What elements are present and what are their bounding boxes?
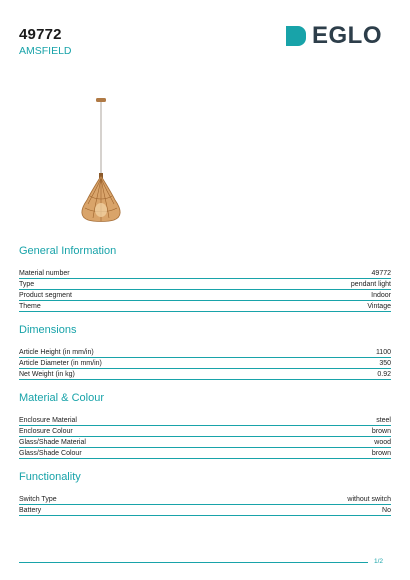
row-label: Material number	[19, 270, 70, 277]
row-value: wood	[374, 439, 391, 446]
material-table	[19, 415, 391, 459]
table-row	[19, 437, 391, 448]
row-value: No	[382, 507, 391, 514]
table-row	[19, 426, 391, 437]
footer-divider	[19, 562, 368, 563]
row-value: 0.92	[377, 371, 391, 378]
row-value: 49772	[371, 270, 391, 277]
table-row	[19, 448, 391, 459]
table-row	[19, 358, 391, 369]
row-value: Indoor	[371, 292, 391, 299]
logo-mark-icon	[286, 26, 306, 46]
table-row	[19, 347, 391, 358]
row-label: Theme	[19, 303, 41, 310]
article-number: 49772	[19, 26, 62, 43]
row-label: Product segment	[19, 292, 72, 299]
pendant-lamp-image	[66, 96, 136, 231]
row-label: Glass/Shade Colour	[19, 450, 82, 457]
general-table	[19, 268, 391, 312]
row-label: Article Height (in mm/in)	[19, 349, 94, 356]
section-title-functionality: Functionality	[19, 471, 81, 483]
row-value: 350	[379, 360, 391, 367]
table-row	[19, 505, 391, 516]
row-label: Glass/Shade Material	[19, 439, 86, 446]
row-label: Enclosure Colour	[19, 428, 73, 435]
page-number: 1/2	[374, 558, 384, 565]
table-row	[19, 290, 391, 301]
table-row	[19, 268, 391, 279]
table-row	[19, 301, 391, 312]
table-row	[19, 279, 391, 290]
row-label: Switch Type	[19, 496, 57, 503]
row-label: Type	[19, 281, 35, 288]
eglo-logo	[286, 24, 382, 48]
table-row	[19, 415, 391, 426]
row-value: Vintage	[367, 303, 391, 310]
table-row	[19, 494, 391, 505]
dimensions-table	[19, 347, 391, 380]
row-value: 1100	[375, 349, 391, 356]
section-title-dimensions: Dimensions	[19, 324, 77, 336]
section-title-general: General Information	[19, 245, 117, 257]
row-label: Enclosure Material	[19, 417, 77, 424]
product-name: AMSFIELD	[19, 45, 72, 57]
row-label: Battery	[19, 507, 42, 514]
functionality-table	[19, 494, 391, 516]
section-title-material: Material & Colour	[19, 392, 104, 404]
row-value: pendant light	[350, 281, 391, 288]
row-value: brown	[371, 428, 391, 435]
table-row	[19, 369, 391, 380]
row-value: without switch	[347, 496, 391, 503]
row-value: steel	[376, 417, 391, 424]
row-label: Net Weight (in kg)	[19, 371, 75, 378]
row-value: brown	[371, 450, 391, 457]
logo-text: EGLO	[312, 22, 383, 49]
row-label: Article Diameter (in mm/in)	[19, 360, 102, 367]
